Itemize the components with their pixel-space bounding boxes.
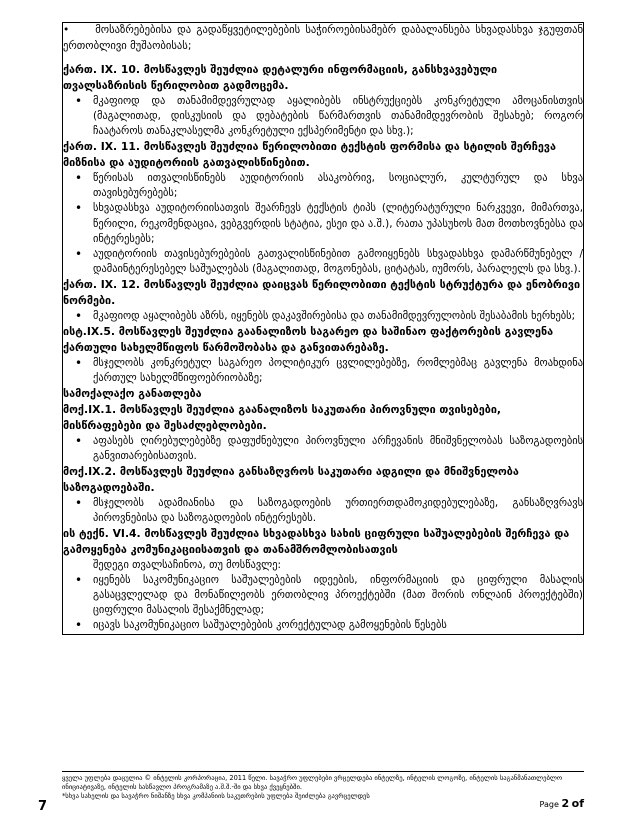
list-item: • აფასებს ღირებულებებზე დაფუძნებული პიროვნული არჩევანის მნიშვნელობას საზოგადოების განვითარებისათვის. <box>63 434 583 464</box>
bullet-list <box>63 171 583 277</box>
list-item: • მკაფიოდ და თანამიმდევრულად აყალიბებს ინსტრუქციებს კონკრეტული ამოცანისთვის (მაგალითად, დისკუსიის და დებატების წარმართვის თანამიმდევრობის შესახებ; როგორ ჩაატაროს თანაკლასელმა კონკრეტული ექსპერიმენტი და სხვ.); <box>63 94 583 140</box>
page-number: 7 <box>38 799 48 814</box>
list-item: • იცავს საკომუნიკაციო საშუალებების კორექტულად გამოყენების წესებს <box>63 618 583 633</box>
page-counter: Page 2 of <box>539 797 584 810</box>
bullet-list <box>63 573 583 634</box>
subject-title: სამოქალაქო განათლება <box>63 387 202 401</box>
list-item: • მსჯელობს კონკრეტულ საგარეო პოლიტიკურ ცვლილებებზე, რომლებმაც გავლენა მოახდინა ქართულ სახელმწიფოებრიობაზე; <box>63 356 583 386</box>
list-item: • აუდიტორიის თავისებურებების გათვალისწინებით გამოიყენებს სხვადასხვა დამარწმუნებელ / დამაინტერესებელ საშუალებას (მაგალითად, მოგონებას, ციტატას, იუმორს, პარალელს და სხვ.). <box>63 247 583 277</box>
intro-box <box>62 22 584 635</box>
section-heading: ის ტექნ. VI.4. მოსწავლეს შეუძლია სხვადასხვა სახის ციფრული საშუალებების შერჩევა და გამოყენება კომუნიკაციისათვის და თანამშრომლობისათვის <box>63 527 570 556</box>
list-item: • მკაფიოდ აყალიბებს აზრს, იყენებს დაკავშირებისა და თანამიმდევრულობის შესაბამის ხერხებს; <box>63 309 583 324</box>
intro-bullet: • მოსაზრებებისა და გადაწყვეტილებების საჭიროებისამებრ დაბალანსება სხვადასხვა ჯგუფთან ერთობლივი მუშაობისას; <box>63 24 583 52</box>
bullet-list <box>63 309 583 324</box>
section-heading: ისტ.IX.5. მოსწავლეს შეუძლია გაანალიზოს საგარეო და საშინაო ფაქტორების გავლენა ქართული სახელმწიფოს წარმოშობასა და განვითარებაზე. <box>63 325 554 354</box>
section-heading: ქართ. IX. 12. მოსწავლეს შეუძლია დაიცვას წერილობითი ტექსტის სტრუქტურა და ენობრივი ნორმები. <box>63 278 581 308</box>
section-heading: ქართ. IX. 10. მოსწავლეს შეუძლია დეტალური ინფორმაციის, განსხვავებული თვალსაზრისის წერილობით გადმოცემა. <box>63 63 498 92</box>
section-heading: მოქ.IX.2. მოსწავლეს შეუძლია განსაზღვროს საკუთარი ადგილი და მნიშვნელობა საზოგადოებაში. <box>63 465 519 494</box>
bullet-icon: • <box>63 24 96 36</box>
result-lead: შედეგი თვალსაჩინოა, თუ მოსწავლე: <box>93 558 282 571</box>
page-content <box>62 22 584 635</box>
copyright-line: ყველა უფლება დაცულია © ინტელის კორპორაცია, 2011 წელი. სავაჭრო უფლებები ვრცელდება ინტელზე, ინტელის ლოგოზე, ინტელის საგანმანათლებლო ინიციატივაზე, ინტელის სასწავლო პროგრამაზე ა.შ.შ.-ში და სხვა ქვეყნებში. <box>62 774 563 791</box>
bullet-list <box>63 94 583 140</box>
list-item: • იყენებს საკომუნიკაციო საშუალებების იდეების, ინფორმაციის და ციფრული მასალის გასაცვლელად და მონაწილეობს ერთობლივ პროექტებში (მათ შორის ონლაინ პროექტებში) ციფრული მასალის შესაქმნელად; <box>63 573 583 619</box>
bullet-list <box>63 496 583 526</box>
list-item: • მსჯელობს ადამიანისა და საზოგადოების ურთიერთდამოკიდებულებაზე, განსაზღვრავს პიროვნებისა და საზოგადოების ინტერესებს. <box>63 496 583 526</box>
list-item: • წერისას ითვალისწინებს აუდიტორიის ასაკობრივ, სოციალურ, კულტურულ და სხვა თავისებურებებს; <box>63 171 583 201</box>
list-item: • სხვადასხვა აუდიტორიისათვის შეარჩევს ტექსტის ტიპს (ლიტერატურული ნარკვევი, მიმართვა, წერილი, რეკომენდაცია, ვებგვერდის სტატია, ესეი და ა.შ.), რათა უპასუხოს მათ მოთხოვნებსა და ინტერესებს; <box>63 201 583 247</box>
trademark-note: *სხვა სახელის და სავაჭრო ნიშანზე სხვა კომპანიის საკუთრების უფლება შეიძლება გავრცელდეს <box>62 792 370 800</box>
bullet-list <box>63 356 583 386</box>
bullet-list <box>63 434 583 464</box>
section-heading: მოქ.IX.1. მოსწავლეს შეუძლია გაანალიზოს საკუთარი პიროვნული თვისებები, მისწრაფებები და შესაძლებლობები. <box>63 403 502 432</box>
section-heading: ქართ. IX. 11. მოსწავლეს შეუძლია წერილობითი ტექსტის ფორმისა და სტილის შერჩევა მიზნისა და აუდიტორიის გათვალისწინებით. <box>63 140 556 170</box>
